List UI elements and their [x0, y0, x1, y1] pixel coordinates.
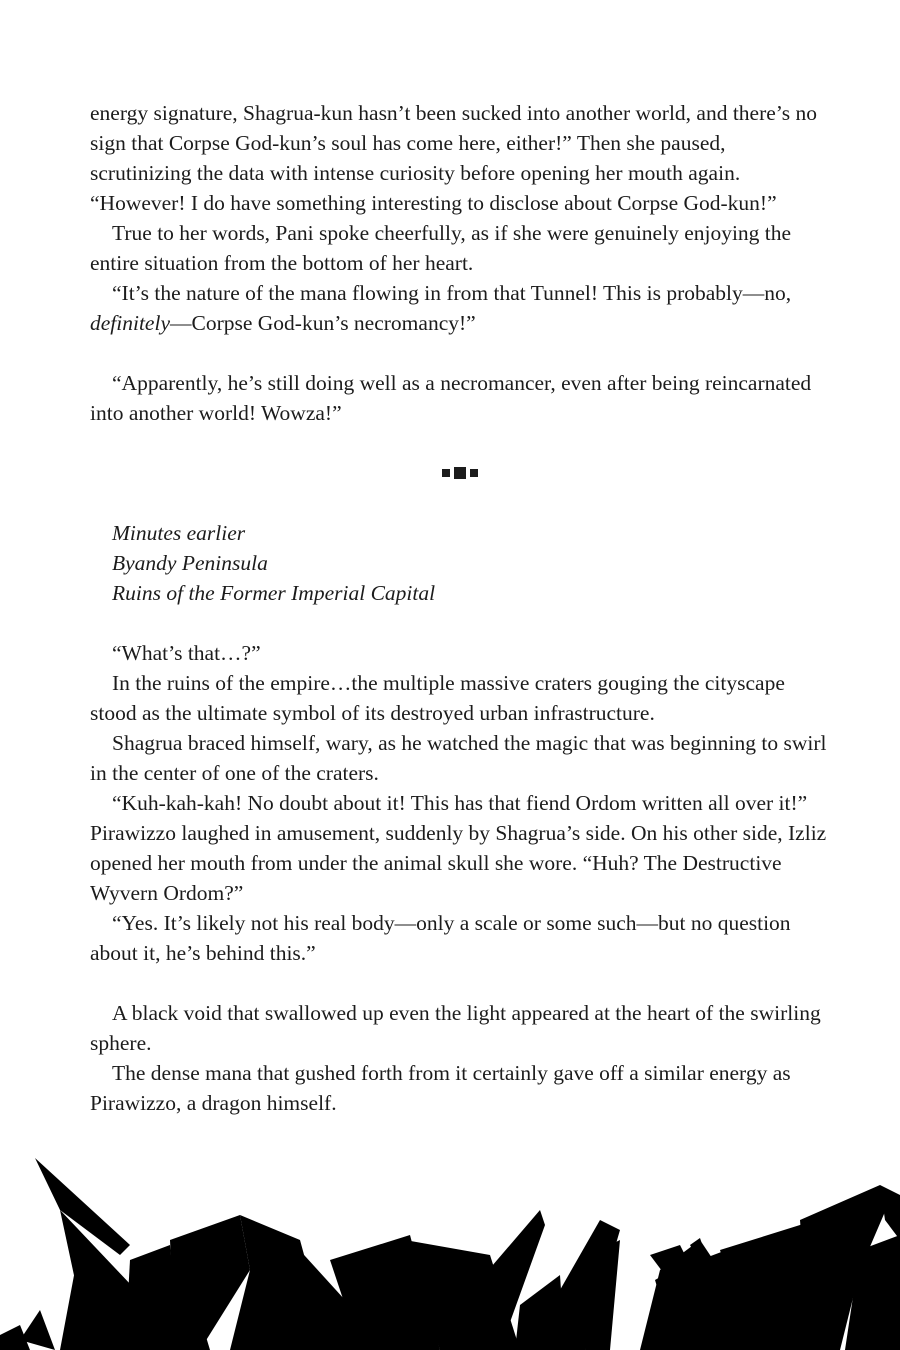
scene-break-icon	[90, 428, 830, 518]
location-place: Ruins of the Former Imperial Capital	[112, 581, 436, 605]
paragraph: In the ruins of the empire…the multiple massive craters gouging the cityscape stood as the ultimate symbol of its destroyed urban infrastructure.	[90, 671, 785, 725]
paragraph	[90, 278, 830, 338]
paragraph: energy signature, Shagrua-kun hasn’t been sucked into another world, and there’s no sign that Corpse God-kun’s soul has come here, either!” Then she paused, scrutinizing the data with intense curiosity before opening her mouth again. “However! I do have something interesting to disclose about Corpse God-kun!”	[90, 101, 818, 215]
paragraph: The dense mana that gushed forth from it certainly gave off a similar energy as Pirawizzo, a dragon himself.	[90, 1061, 791, 1115]
location-time: Minutes earlier	[112, 521, 246, 545]
paragraph: Shagrua braced himself, wary, as he watched the magic that was beginning to swirl in the center of one of the craters.	[90, 731, 827, 785]
debris-silhouette-icon	[0, 1150, 900, 1350]
paragraph-gap	[90, 608, 830, 638]
emphasis-text: definitely	[90, 311, 170, 335]
paragraph-text: “It’s the nature of the mana flowing in from that Tunnel! This is probably—no,	[112, 281, 792, 305]
paragraph: “Kuh-kah-kah! No doubt about it! This has that fiend Ordom written all over it!” Pirawizzo laughed in amusement, suddenly by Shagrua’s side. On his other side, Izliz opened her mouth from under the animal skull she wore. “Huh? The Destructive Wyvern Ordom?”	[90, 791, 827, 905]
paragraph: True to her words, Pani spoke cheerfully, as if she were genuinely enjoying the entire situation from the bottom of her heart.	[90, 221, 792, 275]
paragraph-gap	[90, 338, 830, 368]
paragraph: “What’s that…?”	[112, 641, 261, 665]
paragraph-gap	[90, 968, 830, 998]
location-header	[90, 518, 830, 608]
paragraph: “Yes. It’s likely not his real body—only a scale or some such—but no question about it, he’s behind this.”	[90, 911, 791, 965]
paragraph: A black void that swallowed up even the light appeared at the heart of the swirling sphere.	[90, 1001, 821, 1055]
page-text	[90, 98, 830, 1118]
paragraph: “Apparently, he’s still doing well as a necromancer, even after being reincarnated into another world! Wowza!”	[90, 371, 812, 425]
location-region: Byandy Peninsula	[112, 551, 268, 575]
paragraph-text: —Corpse God-kun’s necromancy!”	[170, 311, 476, 335]
